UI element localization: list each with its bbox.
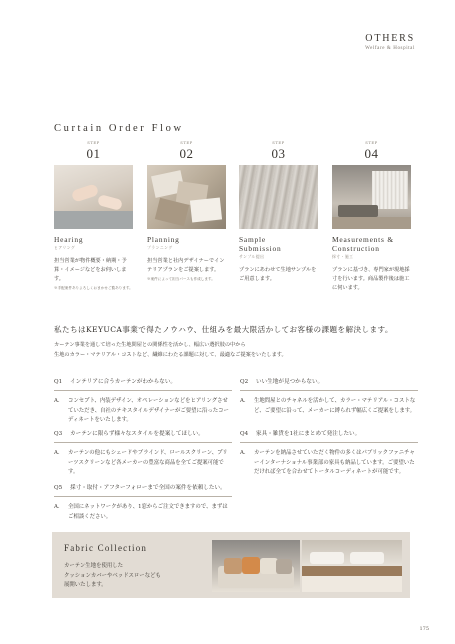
question-label: Q3 [54, 431, 63, 437]
step-title: Sample Submission [239, 235, 282, 253]
lead-body [54, 341, 406, 360]
fabric-collection-title: Fabric Collection [64, 543, 148, 553]
faq-item-q2 [240, 378, 418, 416]
fabric-sample-photo [239, 165, 318, 229]
step-description: プランにあわせて生地サンプルをご用意します。 [239, 267, 317, 282]
answer-label: A. [54, 398, 60, 404]
question-label: Q2 [240, 379, 249, 385]
step-note: ※手配案件ありよろしくおまかせご覧あります。 [54, 286, 133, 290]
step-label: STEP [87, 140, 100, 145]
cushion-photo [212, 540, 300, 592]
step-number: 04 [364, 146, 379, 161]
lead-statement: 私たちはKEYUCA事業で得たノウハウ、仕組みを最大限活かしてお客様の課題を解決します。 [54, 325, 393, 334]
question-text: 家具・雑貨を1社にまとめて発注したい。 [256, 431, 361, 437]
question-text: いい生地が見つからない。 [256, 379, 324, 385]
step-description: プランに基づき、専門家が現地採寸を行います。商品製作後は施工に伺います。 [332, 267, 410, 291]
step-title-jp: ヒアリング [54, 245, 76, 250]
question-label: Q5 [54, 485, 63, 491]
step-02 [147, 140, 226, 282]
answer-text: コンセプト、内装デザイン、オペレーションなどをヒアリングさせていただき、自社のテキスタイルデザイナーがご要望に沿ったコーディネートをいたします。 [68, 398, 229, 423]
hearing-photo [54, 165, 133, 229]
step-title: Planning [147, 235, 180, 244]
step-description: 担当営業が物件概要・納期・予算・イメージなどをお伺いします。 [54, 258, 127, 282]
question-label: Q1 [54, 379, 63, 385]
page-number: 175 [419, 626, 429, 632]
bed-throw-photo [302, 540, 402, 592]
step-title-jp: 採寸・施工 [332, 254, 354, 259]
step-04 [332, 140, 411, 293]
step-description: 担当営業と社内デザイナーでインテリアプランをご提案します。 [147, 258, 225, 273]
question-text: カーテンに限らず様々なスタイルを提案してほしい。 [70, 431, 204, 437]
section-title: OTHERS [365, 33, 415, 44]
answer-label: A. [240, 450, 246, 456]
step-title-jp: サンプル提出 [239, 254, 265, 259]
lead-body-line: カーテン事業を通して培った生地問屋との関係性を活かし、幅広い選択肢の中から [54, 342, 246, 348]
question-text: 採寸・取付・アフターフォローまで全国の案件を依頼したい。 [70, 485, 226, 491]
lead-body-line: 生地のカラー・マテリアル・コストなど、繊維にわたる課題に対して、最適なご提案をいたします。 [54, 351, 287, 358]
faq-item-q1 [54, 378, 232, 426]
answer-text: カーテンの他にもシェードやブラインド、ロールスクリーン、プリーツスクリーンなど各メーカーの豊富な商品を全てご提案可能です。 [68, 450, 228, 475]
answer-text: 全国にネットワークがあり、1窓からご注文できますので、まずはご相談ください。 [68, 504, 228, 520]
step-number: 02 [179, 146, 194, 161]
fabric-text-line: カーテン生地を使用した [64, 563, 124, 569]
answer-label: A. [240, 398, 246, 404]
step-note: ※案件によって担当パースも作成します。 [147, 277, 215, 281]
fabric-text-line: 展開いたします。 [64, 582, 107, 588]
answer-text: 生地問屋とのチャネルを活かして、カラー・マテリアル・コストなど、ご要望に沿って、メーカーに縛られず幅広くご提案をします。 [254, 398, 416, 414]
flow-title: Curtain Order Flow [54, 123, 184, 134]
section-subtitle: Welfare & Hospital [365, 46, 415, 51]
question-text: インテリアに合うカーテンがわからない。 [70, 379, 177, 385]
step-01 [54, 140, 133, 291]
faq-item-q5 [54, 484, 232, 522]
faq-item-q4 [240, 430, 418, 478]
fabric-collection-text [64, 562, 161, 591]
planning-photo [147, 165, 226, 229]
faq-item-q3 [54, 430, 232, 478]
answer-label: A. [54, 450, 60, 456]
room-photo [332, 165, 411, 229]
answer-label: A. [54, 504, 60, 510]
step-label: STEP [272, 140, 285, 145]
step-label: STEP [180, 140, 193, 145]
step-title: Measurements & Construction [332, 235, 394, 253]
step-03 [239, 140, 318, 284]
fabric-text-line: クッションカバーやベッドスローなども [64, 572, 161, 579]
answer-text: カーテンを納品させていただく物件の多くはパブリックファニチャーインターナショナル事業部の家具も納品しています。ご要望いただければ全てを合わせてトータルコーディネートが可能です。 [254, 450, 415, 475]
step-number: 03 [271, 146, 286, 161]
step-title-jp: プランニング [147, 245, 173, 250]
question-label: Q4 [240, 431, 249, 437]
step-number: 01 [86, 146, 101, 161]
step-label: STEP [365, 140, 378, 145]
step-title: Hearing [54, 235, 84, 244]
